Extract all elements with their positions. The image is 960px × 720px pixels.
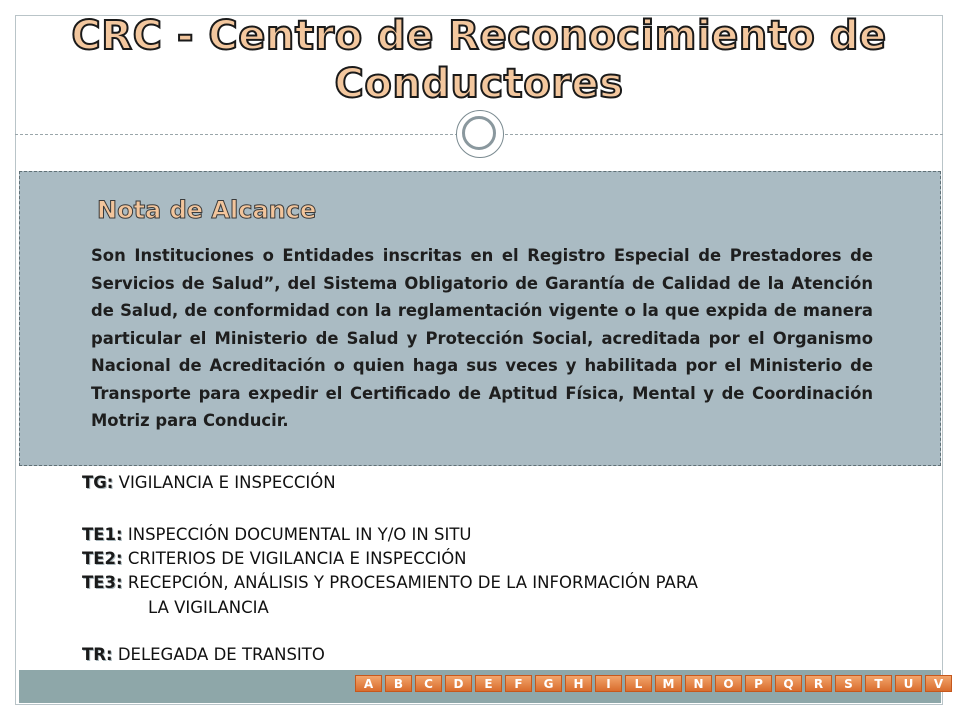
- term-text: VIGILANCIA E INSPECCIÓN: [118, 473, 336, 492]
- alphabet-button-f[interactable]: F: [505, 675, 532, 692]
- alphabet-button-n[interactable]: N: [685, 675, 712, 692]
- term-te1: [82, 525, 472, 544]
- title-line-2: Conductores: [334, 61, 624, 107]
- term-te2: [82, 549, 467, 568]
- alphabet-button-g[interactable]: G: [535, 675, 562, 692]
- alphabet-button-r[interactable]: R: [805, 675, 832, 692]
- alphabet-button-m[interactable]: M: [655, 675, 682, 692]
- alphabet-button-p[interactable]: P: [745, 675, 772, 692]
- title-line-1: CRC - Centro de Reconocimiento de: [71, 13, 887, 59]
- alphabet-button-b[interactable]: B: [385, 675, 412, 692]
- scope-note-heading: Nota de Alcance: [97, 196, 317, 224]
- term-tg: [82, 473, 336, 492]
- alphabet-button-d[interactable]: D: [445, 675, 472, 692]
- alphabet-button-t[interactable]: T: [865, 675, 892, 692]
- term-text: DELEGADA DE TRANSITO: [117, 645, 325, 664]
- alphabet-button-q[interactable]: Q: [775, 675, 802, 692]
- alphabet-button-h[interactable]: H: [565, 675, 592, 692]
- term-text: INSPECCIÓN DOCUMENTAL IN Y/O IN SITU: [127, 525, 472, 544]
- alphabet-button-l[interactable]: L: [625, 675, 652, 692]
- alphabet-button-u[interactable]: U: [895, 675, 922, 692]
- term-code: TE1:: [82, 525, 123, 544]
- alphabet-button-a[interactable]: A: [355, 675, 382, 692]
- term-code: TR:: [82, 645, 113, 664]
- alphabet-button-c[interactable]: C: [415, 675, 442, 692]
- alphabet-button-e[interactable]: E: [475, 675, 502, 692]
- term-te3: [82, 573, 698, 592]
- term-tr: [82, 645, 325, 664]
- ring-ornament-icon: [456, 110, 504, 158]
- page-title: [15, 12, 943, 108]
- alphabet-button-o[interactable]: O: [715, 675, 742, 692]
- term-code: TE3:: [82, 573, 123, 592]
- term-te3-continuation: LA VIGILANCIA: [148, 598, 269, 617]
- term-code: TG:: [82, 473, 114, 492]
- alphabet-button-i[interactable]: I: [595, 675, 622, 692]
- term-text: RECEPCIÓN, ANÁLISIS Y PROCESAMIENTO DE LA INFORMACIÓN PARA: [127, 573, 698, 592]
- term-code: TE2:: [82, 549, 123, 568]
- scope-note-text: Son Instituciones o Entidades inscritas en el Registro Especial de Prestadores de Servicios de Salud”, del Sistema Obligatorio de Garantía de Calidad de la Atención de Salud, de conformidad con la reglamentación vigente o la que expida de manera particular el Ministerio de Salud y Protección Social, acreditada por el Organismo Nacional de Acreditación o quien haga sus veces y habilitada por el Ministerio de Transporte para expedir el Certificado de Aptitud Física, Mental y de Coordinación Motriz para Conducir.: [91, 246, 873, 430]
- alphabet-button-v[interactable]: V: [925, 675, 952, 692]
- term-text: CRITERIOS DE VIGILANCIA E INSPECCIÓN: [127, 549, 467, 568]
- alphabet-button-s[interactable]: S: [835, 675, 862, 692]
- alphabet-nav: [355, 675, 952, 692]
